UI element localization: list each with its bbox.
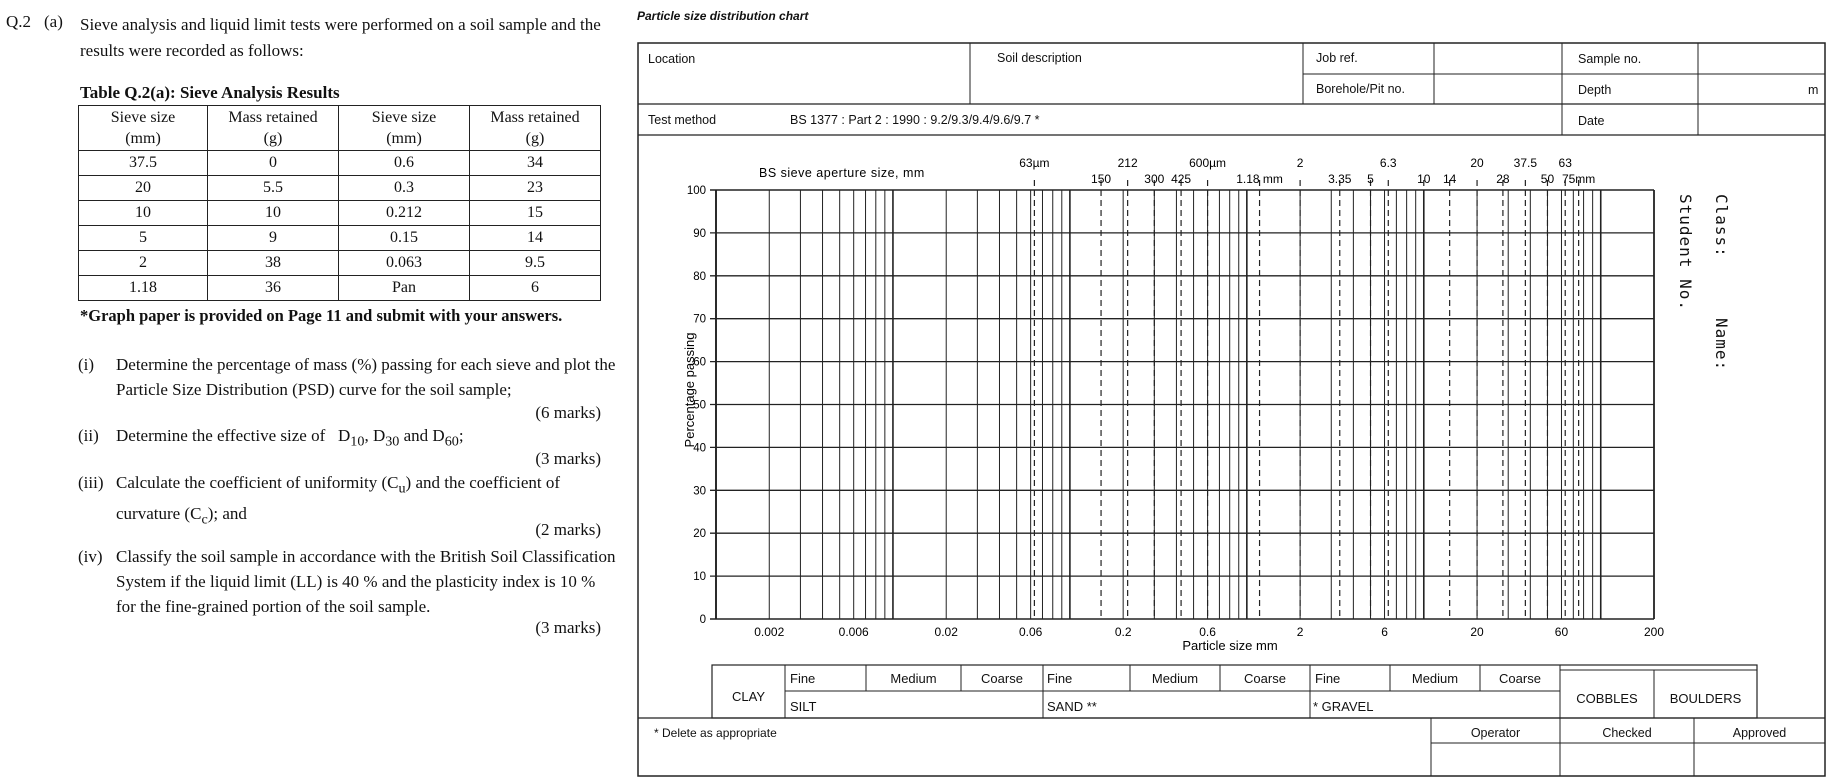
item-text: Calculate the coefficient of uniformity $(C_u)$ and the coefficient of curvature $(C_c)$; and: [116, 473, 561, 528]
sieve-size-label: 3.35: [1328, 172, 1352, 186]
class-sand-fine: Fine: [1047, 671, 1073, 686]
y-tick-label: 50: [693, 399, 706, 412]
y-tick-label: 10: [693, 571, 706, 584]
y-tick-label: 20: [693, 528, 706, 541]
class-gravel-fine: Fine: [1315, 671, 1341, 686]
test-method-value: BS 1377 : Part 2 : 1990 : 9.2/9.3/9.4/9.6/9.7 *: [790, 113, 1040, 127]
item-number: (ii): [78, 426, 99, 445]
sieve-size-label: 425: [1171, 172, 1192, 186]
side-class-label: Class:: [1712, 194, 1731, 258]
table-cell: 5.5: [208, 176, 339, 201]
y-tick-label: 60: [693, 356, 706, 369]
table-header-cell: Mass retained (g): [470, 106, 601, 151]
sieve-size-label: 212: [1117, 156, 1138, 170]
sieve-size-label: 14: [1442, 172, 1457, 186]
sample-no-label: Sample no.: [1578, 52, 1642, 66]
sieve-size-label: 5: [1367, 172, 1374, 186]
marks-ii: (3 marks): [535, 449, 601, 468]
question-intro: Sieve analysis and liquid limit tests were performed on a soil sample and the results were recorded as follows:: [80, 15, 601, 60]
table-cell: 0: [208, 151, 339, 176]
item-number: (iv): [78, 547, 103, 566]
x-tick-label: 0.006: [838, 625, 869, 639]
delete-note: * Delete as appropriate: [654, 726, 777, 740]
class-sand-coarse: Coarse: [1244, 671, 1286, 686]
sieve-size-label: 10: [1417, 172, 1431, 186]
table-cell: 14: [470, 226, 601, 251]
table-cell: 10: [208, 201, 339, 226]
y-axis-label: Percentage passing: [682, 332, 697, 448]
x-tick-labels: [754, 625, 1664, 639]
x-tick-label: 6: [1381, 625, 1388, 639]
class-sand-medium: Medium: [1151, 671, 1199, 686]
date-label: Date: [1578, 114, 1605, 128]
table-cell: 0.063: [339, 251, 470, 276]
question-number: Q.2: [6, 12, 32, 31]
table-cell: 23: [470, 176, 601, 201]
y-tick-label: 70: [693, 313, 706, 326]
table-cell: 34: [470, 151, 601, 176]
depth-unit: m: [1808, 83, 1819, 97]
class-silt-medium: Medium: [890, 671, 937, 686]
x-axis-label: Particle size mm: [1182, 638, 1278, 653]
sieve-size-label: 28: [1496, 172, 1510, 186]
table-cell: 9: [208, 226, 339, 251]
item-text: Determine the percentage of mass (%) passing for each sieve and plot the Particle Size Distribution (PSD) curve for the soil sample;: [116, 355, 616, 399]
sieve-size-label: 75mm: [1561, 172, 1596, 186]
test-method-label: Test method: [648, 113, 717, 127]
operator-label: Operator: [1470, 726, 1521, 740]
table-cell: 15: [470, 201, 601, 226]
x-tick-label: 20: [1470, 625, 1484, 639]
sieve-size-label: 37.5: [1513, 156, 1538, 170]
item-text: Classify the soil sample in accordance with the British Soil Classification System if the liquid limit (LL) is 40 % and the plasticity index is 10 % for the fine-grained portion of the soil sample.: [116, 547, 616, 616]
sieve-size-label: 6.3: [1379, 156, 1397, 170]
x-tick-label: 0.2: [1114, 625, 1132, 639]
sieve-size-label: 2: [1296, 156, 1304, 170]
table-cell: 0.15: [339, 226, 470, 251]
class-gravel-coarse: Coarse: [1499, 671, 1541, 686]
side-name-label: Name:: [1712, 318, 1731, 372]
table-cell: 6: [470, 276, 601, 301]
marks-i: (6 marks): [535, 403, 601, 422]
table-header-cell: Mass retained (g): [208, 106, 339, 151]
sieve-size-label: 63µm: [1019, 156, 1050, 170]
checked-label: Checked: [1602, 726, 1652, 740]
item-text: Determine the effective size of $D_{10}$, $D_{30}$ and $D_{60}$;: [116, 426, 464, 450]
chart-grid: [710, 190, 1654, 619]
table-cell: 5: [79, 226, 208, 251]
class-silt: SILT: [790, 699, 817, 714]
class-gravel: * GRAVEL: [1313, 699, 1374, 714]
sieve-size-label: 300: [1144, 172, 1165, 186]
x-tick-label: 0.02: [934, 625, 958, 639]
table-cell: 36: [208, 276, 339, 301]
class-clay: CLAY: [732, 689, 765, 704]
borehole-label: Borehole/Pit no.: [1316, 82, 1405, 96]
location-label: Location: [648, 52, 696, 66]
item-number: (i): [78, 355, 95, 374]
table-cell: 9.5: [470, 251, 601, 276]
sieve-size-label: 1.18 mm: [1236, 172, 1283, 186]
y-tick-label: 100: [686, 185, 706, 197]
table-cell: 38: [208, 251, 339, 276]
question-part: (a): [44, 12, 63, 31]
class-gravel-medium: Medium: [1411, 671, 1459, 686]
table-cell: 2: [79, 251, 208, 276]
table-cell: 0.212: [339, 201, 470, 226]
sieve-size-label: 150: [1091, 172, 1112, 186]
table-cell: 0.3: [339, 176, 470, 201]
soil-description-label: Soil description: [997, 51, 1082, 65]
graph-paper-note: *Graph paper is provided on Page 11 and submit with your answers.: [80, 306, 563, 325]
item-number: (iii): [78, 473, 104, 492]
x-tick-label: 0.002: [754, 625, 785, 639]
sieve-size-label: 50: [1540, 172, 1555, 186]
depth-label: Depth: [1578, 83, 1612, 97]
approved-label: Approved: [1732, 726, 1787, 740]
y-tick-label: 80: [693, 270, 706, 283]
form-title: Particle size distribution chart: [637, 9, 809, 23]
side-student-no-label: Student No.: [1676, 194, 1695, 311]
table-caption: Table Q.2(a): Sieve Analysis Results: [80, 83, 340, 102]
sieve-aperture-label: BS sieve aperture size, mm: [759, 166, 925, 180]
x-tick-label: 0.6: [1199, 625, 1216, 639]
x-tick-label: 60: [1554, 625, 1569, 639]
sieve-lines: [1034, 180, 1578, 619]
marks-iv: (3 marks): [535, 618, 601, 637]
table-cell: 20: [79, 176, 208, 201]
y-tick-label: 30: [693, 485, 706, 498]
y-tick-label: 0: [699, 614, 706, 626]
x-tick-label: 2: [1296, 625, 1304, 639]
x-tick-label: 200: [1643, 625, 1665, 639]
sieve-size-labels: [1019, 156, 1595, 186]
table-cell: 0.6: [339, 151, 470, 176]
class-silt-coarse: Coarse: [981, 671, 1023, 686]
table-cell: 1.18: [79, 276, 208, 301]
job-ref-label: Job ref.: [1316, 51, 1358, 65]
y-tick-label: 90: [693, 227, 706, 240]
table-cell: Pan: [339, 276, 470, 301]
table-header-cell: Sieve size (mm): [339, 106, 470, 151]
class-silt-fine: Fine: [790, 671, 816, 686]
sieve-size-label: 63: [1558, 156, 1572, 170]
marks-iii: (2 marks): [535, 520, 601, 539]
class-cobbles: COBBLES: [1576, 691, 1638, 706]
sieve-size-label: 20: [1470, 156, 1484, 170]
table-cell: 10: [79, 201, 208, 226]
table-header-cell: Sieve size (mm): [79, 106, 208, 151]
y-tick-label: 40: [693, 442, 706, 455]
x-tick-label: 0.06: [1018, 625, 1043, 639]
class-boulders: BOULDERS: [1669, 691, 1742, 706]
table-cell: 37.5: [79, 151, 208, 176]
class-sand: SAND **: [1047, 699, 1097, 714]
sieve-size-label: 600µm: [1189, 156, 1227, 170]
